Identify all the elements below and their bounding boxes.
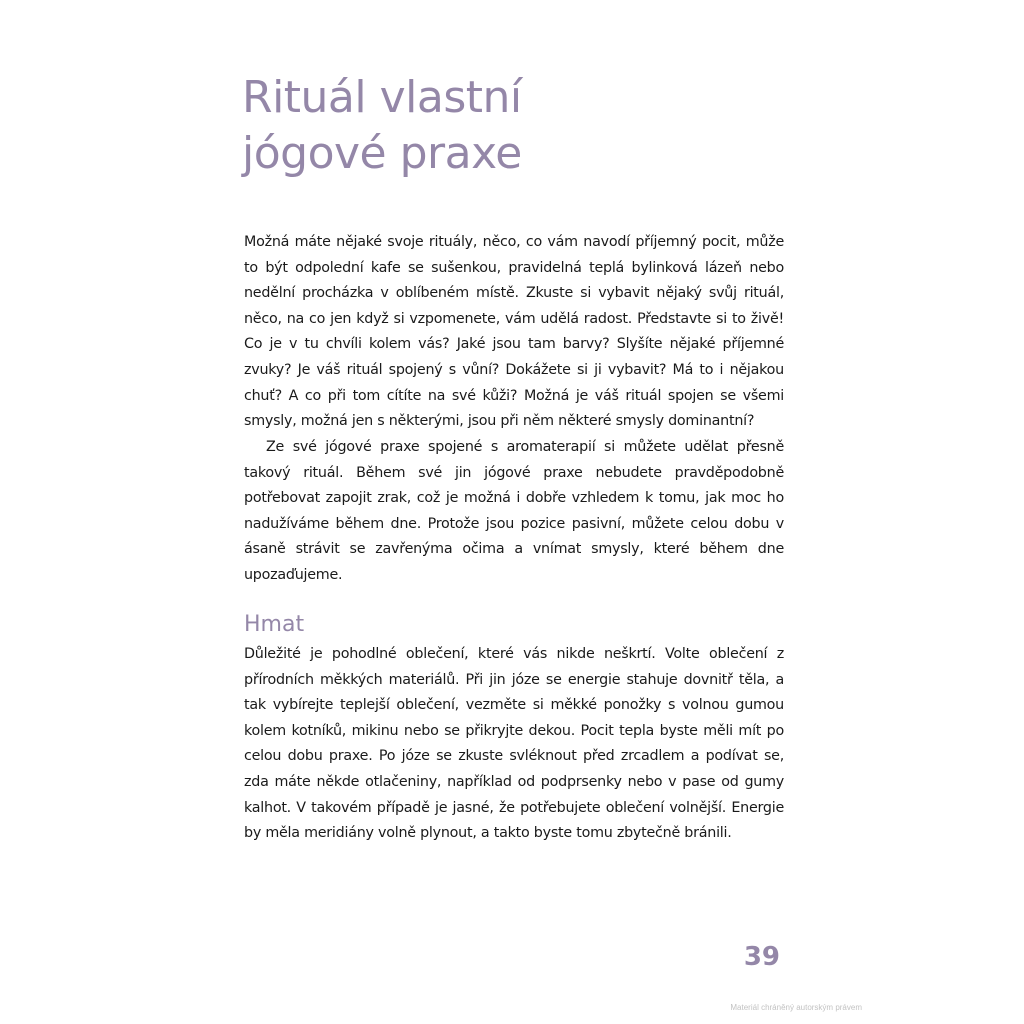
copyright-watermark: Materiál chráněný autorským právem <box>730 1003 862 1012</box>
page-number: 39 <box>743 942 780 972</box>
ritual-paragraph: Ze své jógové praxe spojené s aromaterapií si můžete udělat přesně takový rituál. Během své jin jógové praxe nebudete pravděpodobně potřebovat zapojit zrak, což je možná i dobře vzhledem k tomu, jak moc ho nadužíváme během dne. Protože jsou pozice pasivní, můžete celou dobu v ásaně strávit se zavřenýma očima a vnímat smysly, které během dne upozaďujeme. <box>244 439 784 583</box>
page-title-line-1: Rituál vlastní <box>242 72 522 123</box>
intro-paragraph: Možná máte nějaké svoje rituály, něco, co vám navodí příjemný pocit, může to být odpolední kafe se sušenkou, pravidelná teplá bylinková lázeň nebo nedělní procházka v oblíbeném místě. Zkuste si vybavit nějaký svůj rituál, něco, na co jen když si vzpomenete, vám udělá radost. Představte si to živě! Co je v tu chvíli kolem vás? Jaké jsou tam barvy? Slyšíte nějaké příjemné zvuky? Je váš rituál spojený s vůní? Dokážete si ji vybavit? Má to i nějakou chuť? A co při tom cítíte na své kůži? Možná je váš rituál spojen se všemi smysly, možná jen s některými, jsou při něm některé smysly dominantní? <box>244 234 784 430</box>
page-title-line-2: jógové praxe <box>242 128 522 179</box>
section-heading-hmat: Hmat <box>244 612 305 637</box>
hmat-paragraph: Důležité je pohodlné oblečení, které vás nikde neškrtí. Volte oblečení z přírodních měkkých materiálů. Při jin józe se energie stahuje dovnitř těla, a tak vybírejte teplejší oblečení, vezměte si měkké ponožky s volnou gumou kolem kotníků, mikinu nebo se přikryjte dekou. Pocit tepla byste měli mít po celou dobu praxe. Po józe se zkuste svléknout před zrcadlem a podívat se, zda máte někde otlačeniny, například od podprsenky nebo v pase od gumy kalhot. V takovém případě je jasné, že potřebujete oblečení volnější. Energie by měla meridiány volně plynout, a takto byste tomu zbytečně bránili. <box>244 646 784 842</box>
page-title <box>242 70 802 182</box>
